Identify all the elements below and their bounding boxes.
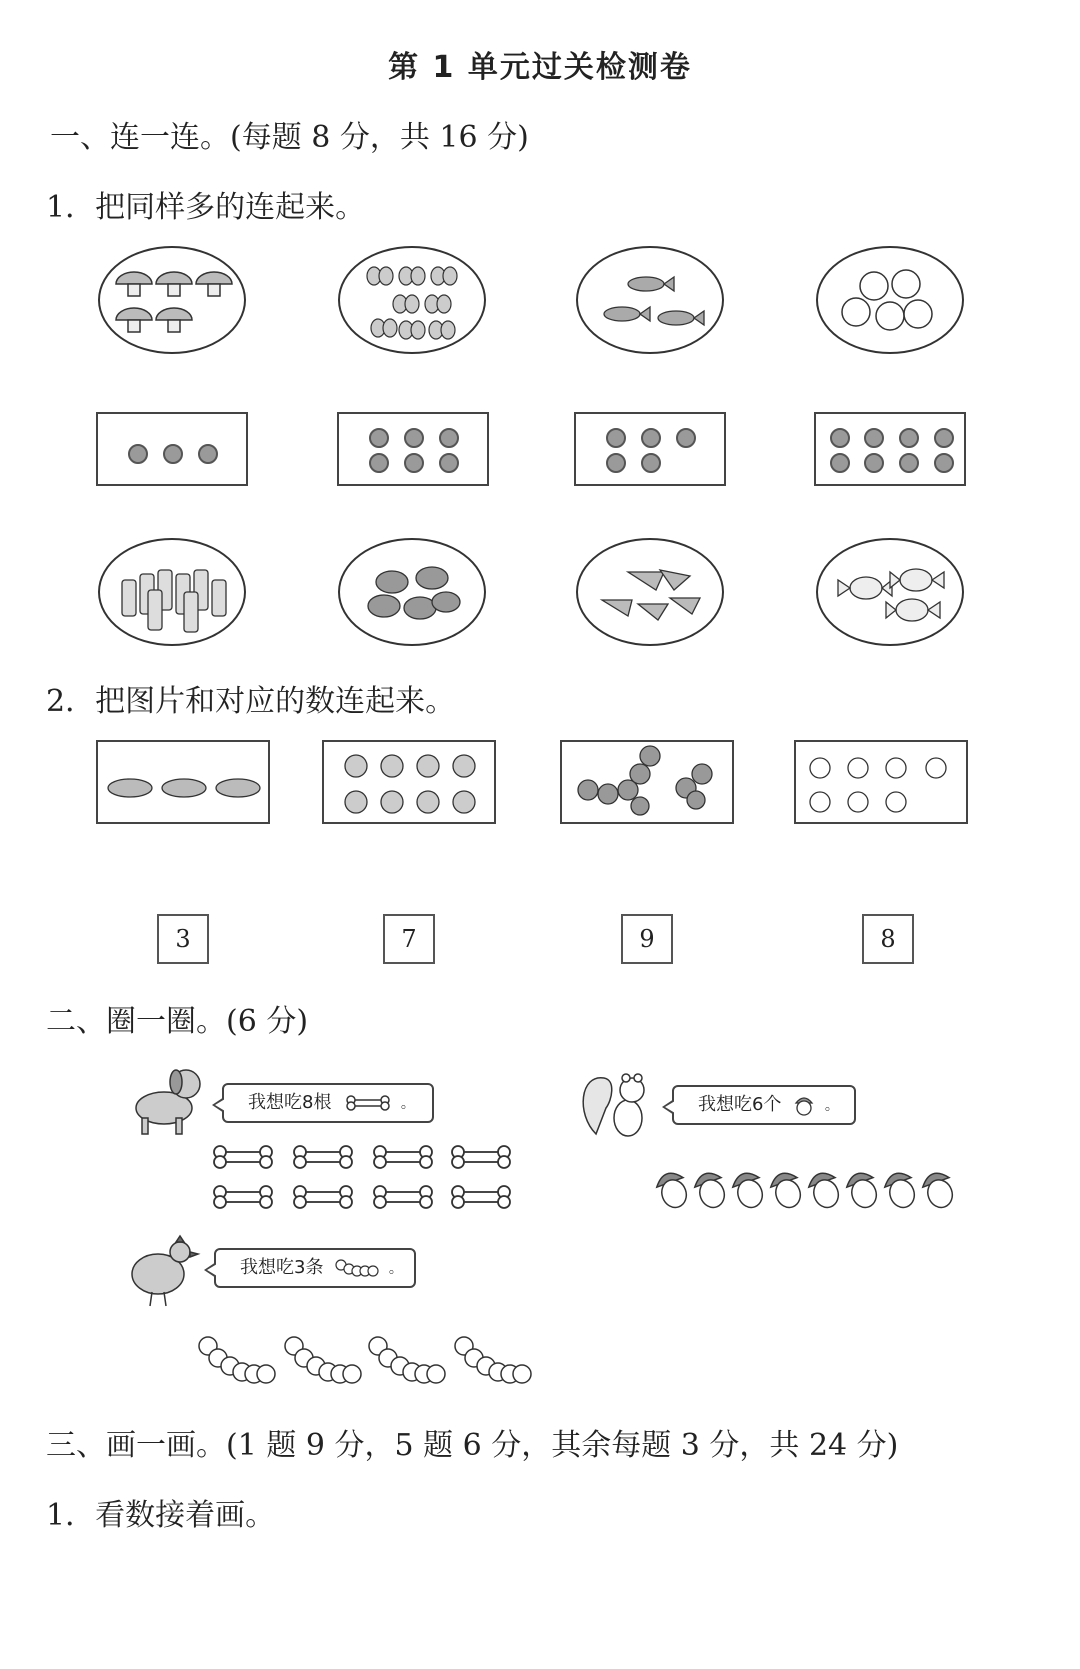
hen-icon bbox=[124, 1236, 204, 1308]
section3-heading: 三、画一画。(1 题 9 分，5 题 6 分，其余每题 3 分，共 24 分) bbox=[46, 1428, 899, 1463]
number-box-9[interactable]: 9 bbox=[621, 914, 673, 964]
page-title: 第 1 单元过关检测卷 bbox=[388, 50, 692, 85]
oval-butterflies[interactable] bbox=[338, 246, 486, 354]
butterflies-picture bbox=[340, 248, 488, 356]
squirrel-icon bbox=[576, 1064, 656, 1144]
bottles-picture bbox=[100, 540, 248, 648]
fish-dishes-picture bbox=[98, 742, 272, 826]
potatoes-picture bbox=[340, 540, 488, 648]
dolls-picture bbox=[796, 742, 970, 826]
peaches-picture bbox=[324, 742, 498, 826]
squirrel-bubble-text: 我想吃6个 bbox=[698, 1094, 782, 1115]
caterpillar-icon bbox=[335, 1257, 379, 1279]
squirrel-speech-bubble: 我想吃6个 。 bbox=[672, 1085, 856, 1125]
dog-bubble-text: 我想吃8根 bbox=[248, 1092, 332, 1113]
candies-picture bbox=[818, 540, 966, 648]
dots-8 bbox=[816, 414, 968, 488]
picture-box-2[interactable] bbox=[322, 740, 496, 824]
question-3-1: 1．看数接着画。 bbox=[46, 1498, 276, 1533]
picture-box-3[interactable] bbox=[560, 740, 734, 824]
oval-potatoes[interactable] bbox=[338, 538, 486, 646]
question-1-1: 1．把同样多的连起来。 bbox=[46, 190, 366, 225]
question-1-2: 2．把图片和对应的数连起来。 bbox=[46, 684, 456, 719]
number-box-8[interactable]: 8 bbox=[862, 914, 914, 964]
apples-picture bbox=[818, 248, 966, 356]
picture-box-1[interactable] bbox=[96, 740, 270, 824]
acorn-icon bbox=[793, 1094, 815, 1116]
number-box-7[interactable]: 7 bbox=[383, 914, 435, 964]
oval-bottles[interactable] bbox=[98, 538, 246, 646]
hen-speech-bubble: 我想吃3条 。 bbox=[214, 1248, 416, 1288]
dog-speech-bubble: 我想吃8根 。 bbox=[222, 1083, 434, 1123]
dot-box-2[interactable] bbox=[337, 412, 489, 486]
dot-box-4[interactable] bbox=[814, 412, 966, 486]
oval-fish[interactable] bbox=[576, 246, 724, 354]
fish-picture bbox=[578, 248, 726, 356]
dot-box-1[interactable] bbox=[96, 412, 248, 486]
cake-slices-picture bbox=[578, 540, 726, 648]
number-box-3[interactable]: 3 bbox=[157, 914, 209, 964]
oval-cakes[interactable] bbox=[576, 538, 724, 646]
bone-icon bbox=[345, 1095, 391, 1111]
hen-bubble-text: 我想吃3条 bbox=[240, 1257, 324, 1278]
grapes-picture bbox=[562, 742, 736, 826]
oval-apples[interactable] bbox=[816, 246, 964, 354]
dots-5 bbox=[576, 414, 728, 488]
caterpillars-group[interactable] bbox=[196, 1330, 536, 1394]
oval-mushrooms[interactable] bbox=[98, 246, 246, 354]
mushrooms-picture bbox=[100, 248, 248, 356]
dog-icon bbox=[124, 1062, 214, 1138]
dots-6 bbox=[339, 414, 491, 488]
picture-box-4[interactable] bbox=[794, 740, 968, 824]
acorns-group[interactable] bbox=[652, 1160, 962, 1216]
oval-candies[interactable] bbox=[816, 538, 964, 646]
dots-3 bbox=[98, 414, 250, 488]
section2-heading: 二、圈一圈。(6 分) bbox=[46, 1004, 309, 1039]
bones-group[interactable] bbox=[212, 1140, 522, 1220]
dot-box-3[interactable] bbox=[574, 412, 726, 486]
section1-heading: 一、连一连。(每题 8 分，共 16 分) bbox=[50, 120, 529, 155]
